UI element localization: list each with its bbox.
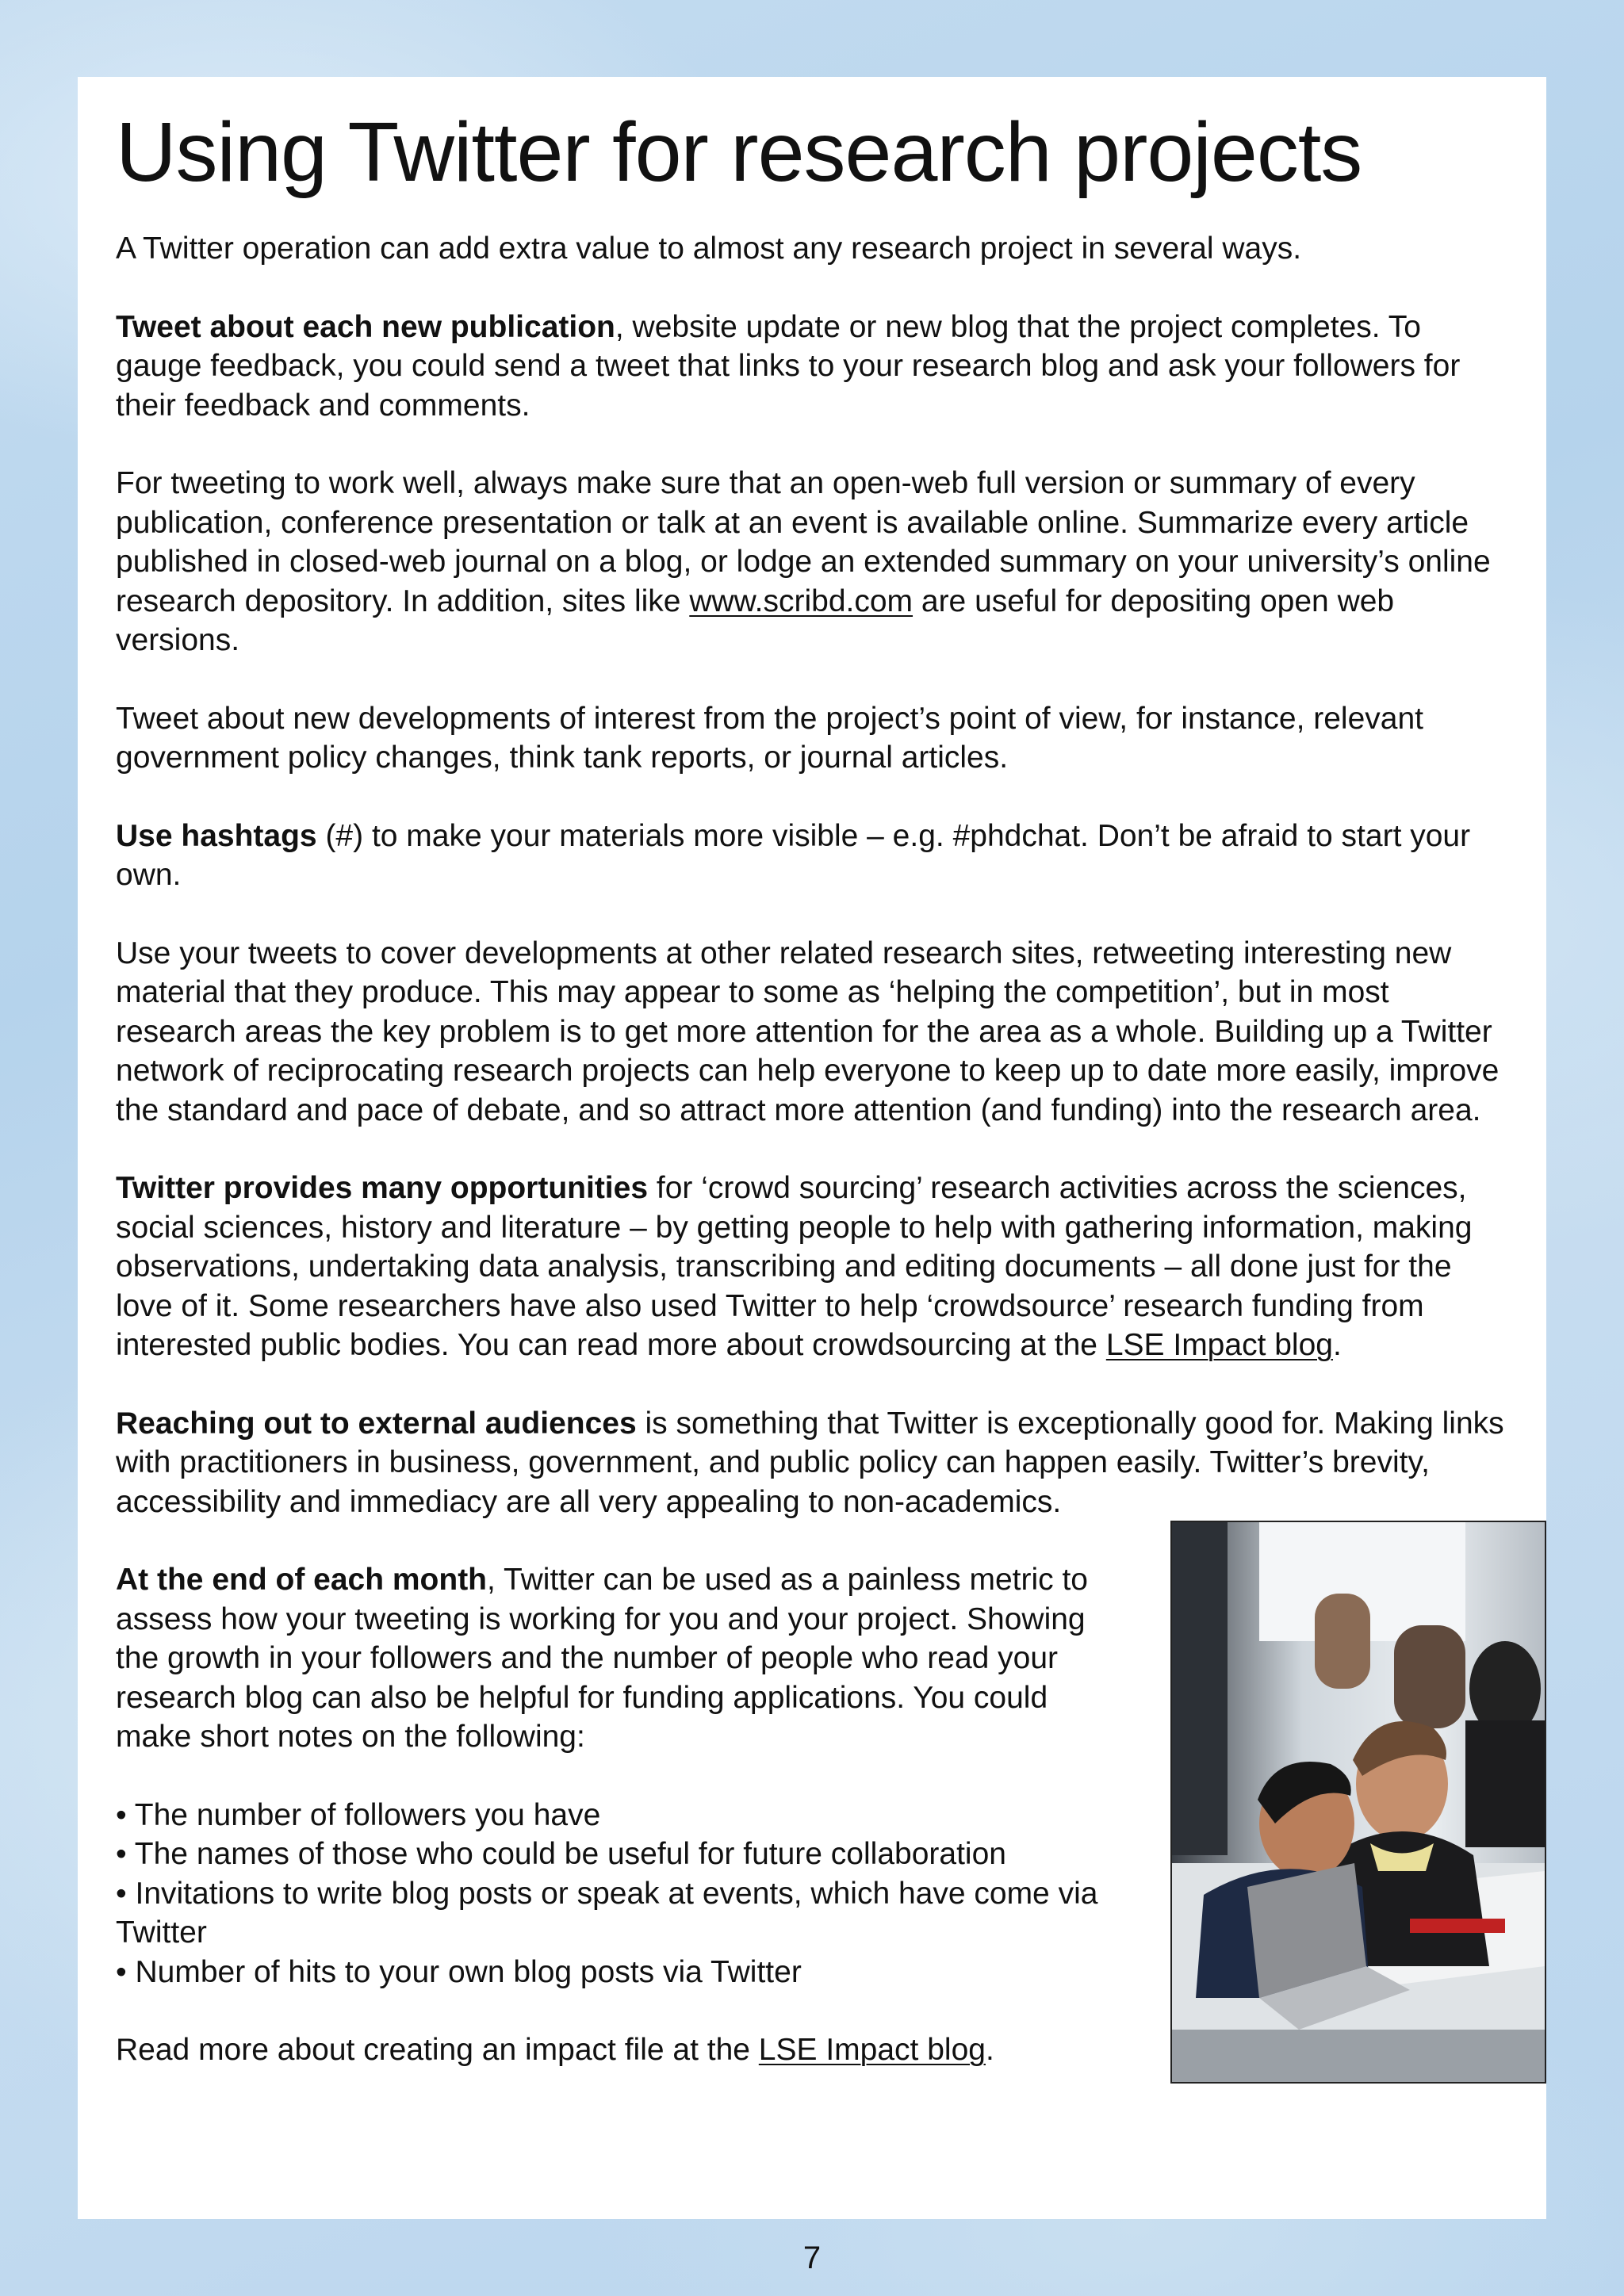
audiences-paragraph	[116, 1404, 1511, 1522]
closing-paragraph	[116, 2030, 1123, 2070]
list-item: • Number of hits to your own blog posts via Twitter	[116, 1954, 802, 1989]
publication-paragraph	[116, 308, 1511, 426]
hashtags-text: (#) to make your materials more visible – e.g. #phdchat. Don’t be afraid to start your own.	[116, 818, 1471, 892]
students-photo	[1170, 1521, 1546, 2084]
crowdsourcing-heading: Twitter provides many opportunities	[116, 1171, 649, 1205]
metrics-list	[116, 1796, 1123, 1992]
list-item: • Invitations to write blog posts or speak at events, which have come via Twitter	[116, 1876, 1098, 1950]
lse-impact-blog-link-2[interactable]: LSE Impact blog	[758, 2033, 986, 2067]
scribd-link[interactable]: www.scribd.com	[689, 584, 914, 618]
open-web-paragraph	[116, 464, 1511, 660]
publication-heading: Tweet about each new publication	[116, 309, 615, 344]
closing-text: Read more about creating an impact file at the	[116, 2033, 759, 2067]
metrics-heading: At the end of each month	[116, 1563, 487, 1597]
hashtags-heading: Use hashtags	[116, 818, 317, 853]
closing-text-end: .	[985, 2033, 994, 2067]
page-content	[116, 101, 1511, 2070]
developments-paragraph: Tweet about new developments of interest from the project’s point of view, for instance, relevant government policy changes, think tank reports, or journal articles.	[116, 701, 1424, 775]
hashtags-paragraph	[116, 817, 1511, 895]
metrics-text-column	[116, 1560, 1123, 2070]
metrics-paragraph	[116, 1560, 1123, 1757]
lse-impact-blog-link[interactable]: LSE Impact blog	[1105, 1328, 1333, 1362]
list-item: • The number of followers you have	[116, 1797, 601, 1832]
crowdsourcing-paragraph	[116, 1169, 1511, 1365]
open-web-text-end: are useful for depositing open web versions.	[116, 584, 1395, 657]
page-number: 7	[802, 2241, 822, 2275]
metrics-section	[116, 1560, 1511, 2070]
audiences-heading: Reaching out to external audiences	[116, 1406, 637, 1441]
list-item: • The names of those who could be useful for future collaboration	[116, 1837, 1006, 1871]
page-title: Using Twitter for research projects	[116, 105, 1362, 199]
page-sheet	[78, 77, 1546, 2219]
metrics-text: , Twitter can be used as a painless metric to assess how your tweeting is working for you and your project. Showing the growth in your followers and the number of people who read your research blog can also be helpful for funding applications. You could make short notes on the following:	[116, 1563, 1088, 1754]
publication-text: , website update or new blog that the project completes. To gauge feedback, you could send a tweet that links to your research blog and ask your followers for their feedback and comments.	[116, 309, 1461, 423]
network-paragraph: Use your tweets to cover developments at other related research sites, retweeting interesting new material that they produce. This may appear to some as ‘helping the competition’, but in most research areas the key problem is to get more attention for the area as a whole. Building up a Twitter network of reciprocating research projects can help everyone to keep up to date more easily, improve the standard and pace of debate, and so attract more attention (and funding) into the research area.	[116, 936, 1500, 1127]
audiences-text: is something that Twitter is exceptionally good for. Making links with practitioners in business, government, and public policy can happen easily. Twitter’s brevity, accessibility and immediacy are all very appealing to non-academics.	[116, 1406, 1504, 1519]
open-web-text: For tweeting to work well, always make sure that an open-web full version or summary of every publication, conference presentation or talk at an event is available online. Summarize every article published in closed-web journal on a blog, or lodge an extended summary on your university’s online research depository. In addition, sites like	[116, 466, 1491, 618]
intro-paragraph: A Twitter operation can add extra value to almost any research project in several ways.	[116, 232, 1302, 266]
crowdsourcing-text: for ‘crowd sourcing’ research activities across the sciences, social sciences, history and literature – by getting people to help with gathering information, making observations, undertaking data analysis, transcribing and editing documents – all done just for the love of it. Some researchers have also used Twitter to help ‘crowdsource’ research funding from interested public bodies. You can read more about crowdsourcing at the	[116, 1171, 1473, 1362]
crowdsourcing-text-end: .	[1332, 1328, 1342, 1362]
